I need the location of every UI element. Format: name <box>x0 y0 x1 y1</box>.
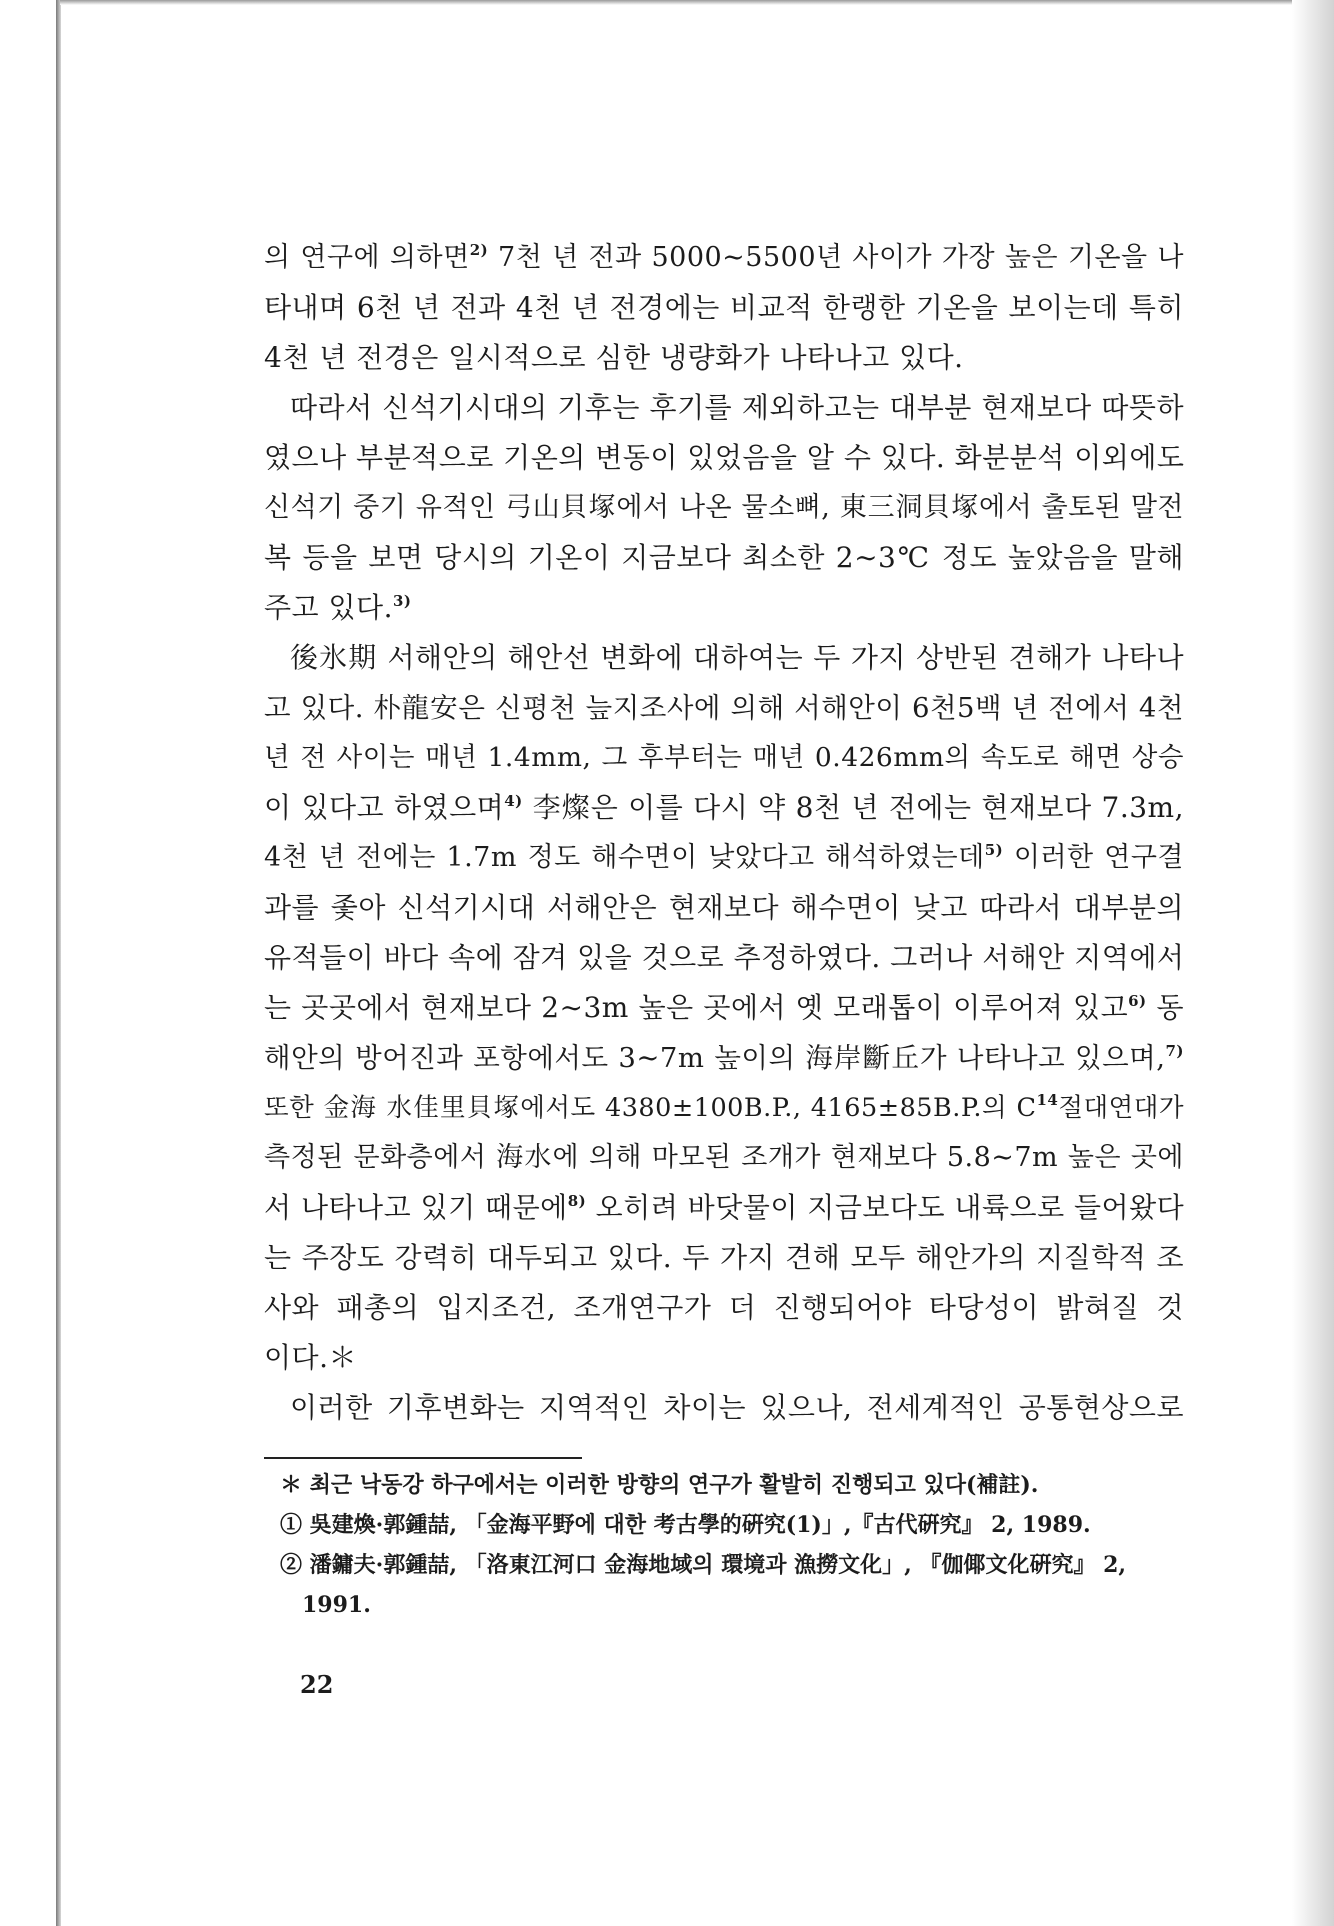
text-line: 이 있다고 하였으며$^{4)}$ 李燦은 이를 다시 약 8천 년 전에는 현재보다 7.3m, <box>264 791 1184 824</box>
page-number: 22 <box>300 1670 334 1699</box>
text-line: 는 곳곳에서 현재보다 2∼3m 높은 곳에서 옛 모래톱이 이루어져 있고$^{6)}$ 동 <box>264 991 1184 1024</box>
text-line: 였으나 부분적으로 기온의 변동이 있었음을 알 수 있다. 화분분석 이외에도 <box>264 441 1184 474</box>
footnote-divider <box>264 1457 582 1459</box>
text-line: 과를 좇아 신석기시대 서해안은 현재보다 해수면이 낮고 따라서 대부분의 <box>264 891 1184 924</box>
text-line: 서 나타나고 있기 때문에$^{8)}$ 오히려 바닷물이 지금보다도 내륙으로 들어왔다 <box>264 1191 1184 1224</box>
text-line: 4천 년 전경은 일시적으로 심한 냉량화가 나타나고 있다. <box>264 341 964 374</box>
body-text <box>264 233 1184 1433</box>
text-line: 또한 金海 水佳里貝塚에서도 4380±100B.P., 4165±85B.P.의 $C^{14}$절대연대가 <box>264 1091 1184 1123</box>
text-line: 해안의 방어진과 포항에서도 3∼7m 높이의 海岸斷丘가 나타나고 있으며,$^{7)}$ <box>264 1042 1184 1074</box>
text-line: 의 연구에 의하면$^{2)}$ 7천 년 전과 5000∼5500년 사이가 가장 높은 기온을 나 <box>264 241 1184 273</box>
text-line: 유적들이 바다 속에 잠겨 있을 것으로 추정하였다. 그러나 서해안 지역에서 <box>264 941 1184 974</box>
text-line: 이러한 기후변화는 지역적인 차이는 있으나, 전세계적인 공통현상으로 <box>290 1391 1184 1424</box>
text-line: 측정된 문화층에서 海水에 의해 마모된 조개가 현재보다 5.8∼7m 높은 곳에 <box>264 1142 1184 1173</box>
footnote-item: ① 吳建煥·郭鍾喆, 「金海平野에 대한 考古學的硏究(1)」,『古代硏究』 2, 1989. <box>280 1512 1091 1538</box>
page-edge-shadow <box>1292 0 1334 1926</box>
footnotes <box>280 1465 1190 1625</box>
text-line: 타내며 6천 년 전과 4천 년 전경에는 비교적 한랭한 기온을 보이는데 특히 <box>264 291 1184 324</box>
text-line: 後氷期 서해안의 해안선 변화에 대하여는 두 가지 상반된 견해가 나타나 <box>290 641 1184 674</box>
text-line: 년 전 사이는 매년 1.4mm, 그 후부터는 매년 0.426mm의 속도로 해면 상승 <box>264 742 1184 773</box>
footnote-item: ② 潘鏞夫·郭鍾喆, 「洛東江河口 金海地域의 環境과 漁撈文化」, 『伽倻文化硏究』 2, <box>280 1552 1127 1578</box>
text-line: 고 있다. 朴龍安은 신평천 늪지조사에 의해 서해안이 6천5백 년 전에서 4천 <box>264 692 1184 724</box>
text-line: 따라서 신석기시대의 기후는 후기를 제외하고는 대부분 현재보다 따뜻하 <box>290 391 1184 424</box>
footnote-item: 1991. <box>302 1592 371 1618</box>
text-line: 4천 년 전에는 1.7m 정도 해수면이 낮았다고 해석하였는데$^{5)}$ 이러한 연구결 <box>264 841 1184 873</box>
footnote-item: ＊ 최근 낙동강 하구에서는 이러한 방향의 연구가 활발히 진행되고 있다(補註). <box>280 1472 1039 1498</box>
text-line: 사와 패총의 입지조건, 조개연구가 더 진행되어야 타당성이 밝혀질 것 <box>264 1291 1184 1324</box>
text-line: 주고 있다.$^{3)}$ <box>264 591 412 624</box>
text-line: 이다.＊ <box>264 1341 357 1374</box>
text-line: 는 주장도 강력히 대두되고 있다. 두 가지 견해 모두 해안가의 지질학적 조 <box>264 1241 1184 1274</box>
text-line: 신석기 중기 유적인 弓山貝塚에서 나온 물소뼈, 東三洞貝塚에서 출토된 말전 <box>264 492 1184 523</box>
text-line: 복 등을 보면 당시의 기온이 지금보다 최소한 2∼3℃ 정도 높았음을 말해 <box>264 541 1184 574</box>
